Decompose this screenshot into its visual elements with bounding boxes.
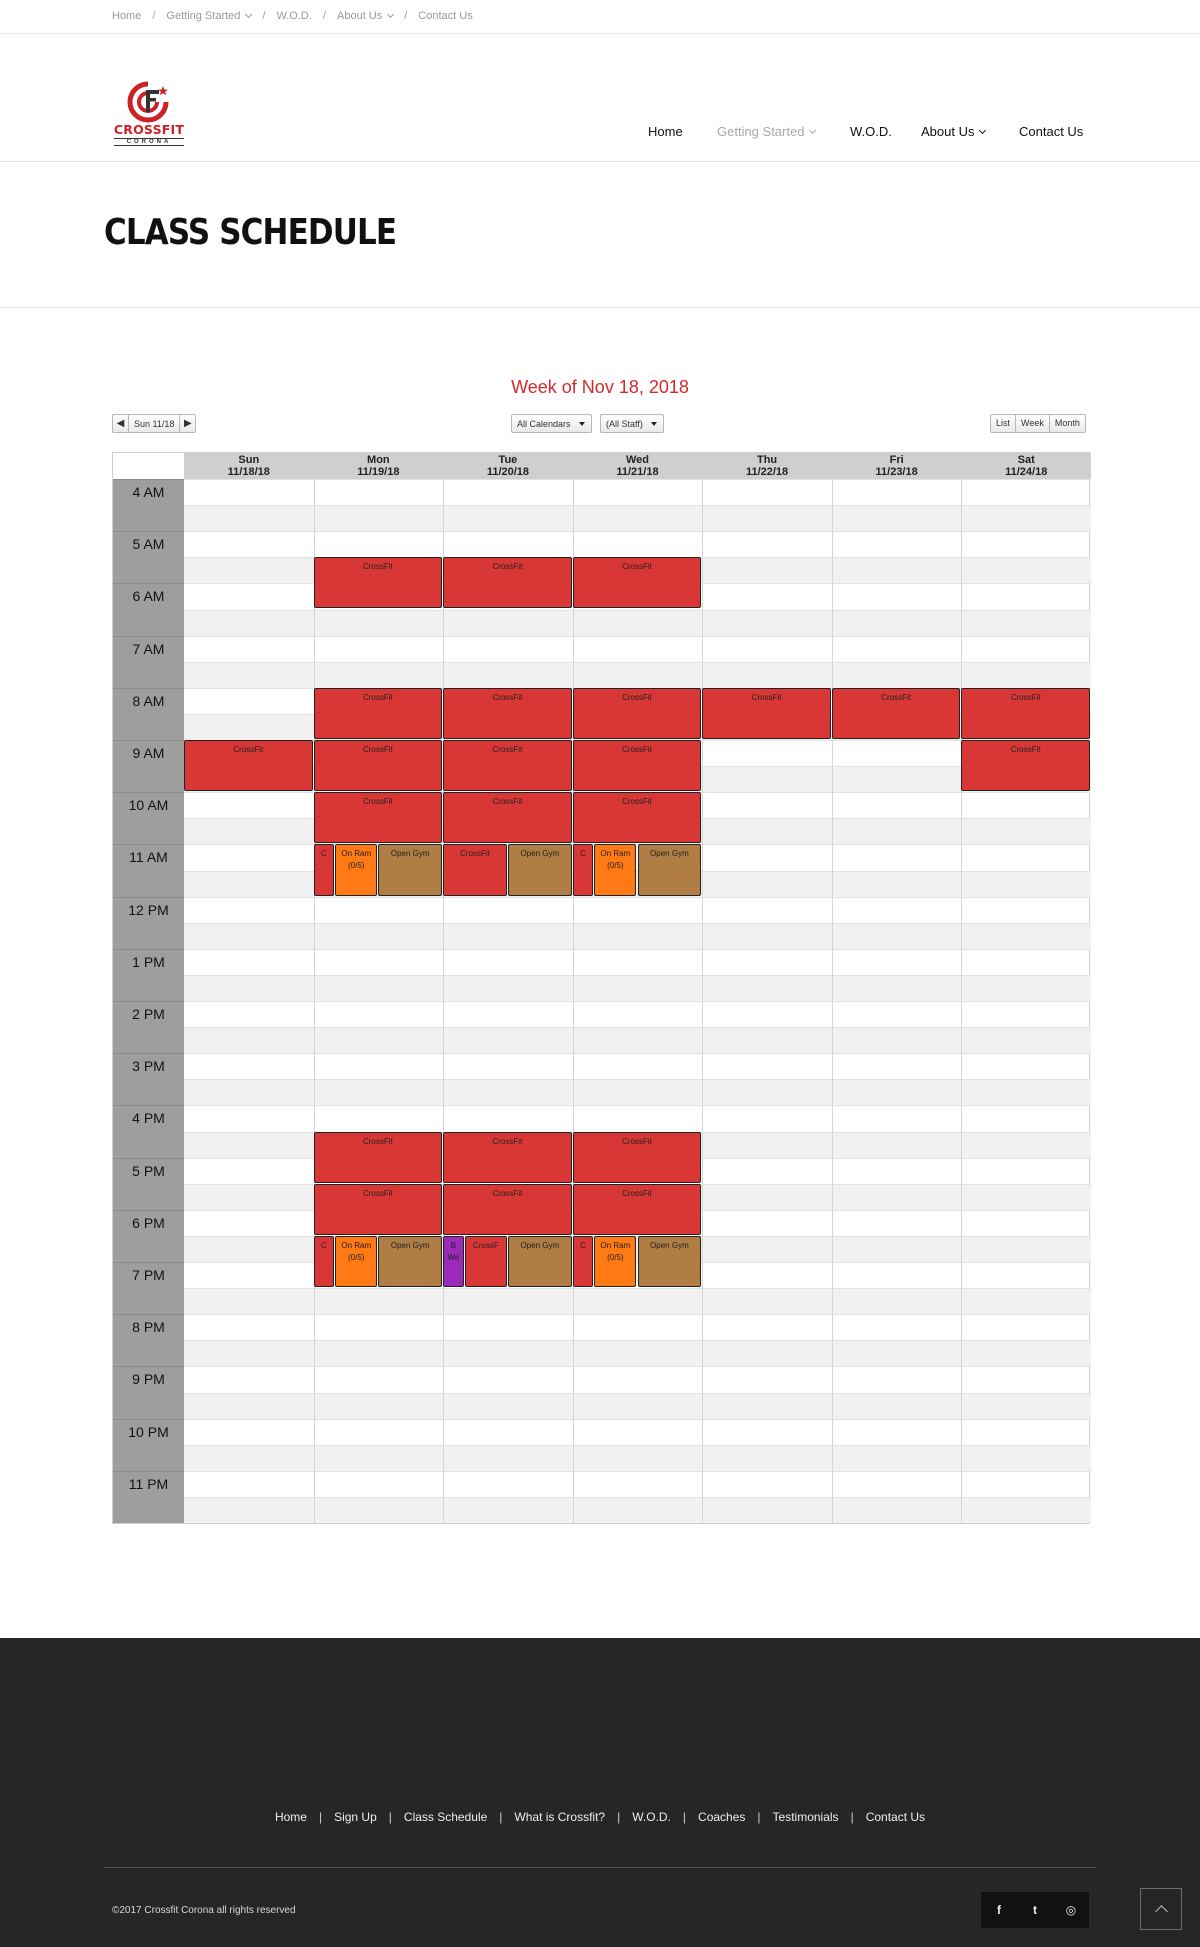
- twitter-glyph: t: [1033, 1903, 1037, 1917]
- breadcrumb-item[interactable]: [418, 10, 472, 22]
- time-slot[interactable]: [184, 923, 1091, 949]
- time-slot[interactable]: [184, 1471, 1091, 1497]
- gutter-divider: [113, 1158, 184, 1159]
- gutter-divider: [113, 897, 184, 898]
- breadcrumb-label: About Us: [336, 10, 383, 22]
- slot-divider: [184, 1445, 1091, 1446]
- chevron-down-icon: [979, 127, 986, 134]
- day-date: 11/22/18: [745, 466, 789, 478]
- nav-item-getting-started[interactable]: [717, 124, 815, 139]
- day-column-divider: [961, 479, 962, 1523]
- slot-divider: [184, 949, 1091, 950]
- slot-divider: [184, 479, 1091, 480]
- calendar-event[interactable]: [832, 688, 961, 739]
- view-month-button[interactable]: Month: [1054, 418, 1080, 428]
- chevron-down-icon: [809, 127, 816, 134]
- copyright-text: ©2017 Crossfit Corona all rights reserved: [112, 1905, 296, 1916]
- day-name: Mon: [367, 454, 390, 466]
- facebook-icon[interactable]: [981, 1892, 1017, 1928]
- calendar-event[interactable]: [573, 688, 702, 739]
- breadcrumb-separator: /: [152, 10, 156, 22]
- hour-label: 10 PM: [128, 1423, 169, 1440]
- calendar-event[interactable]: [961, 688, 1090, 739]
- hour-label: 10 AM: [128, 797, 169, 814]
- nav-item-label: About Us: [921, 124, 975, 139]
- calendar-event[interactable]: [443, 1184, 572, 1235]
- day-column-divider: [702, 479, 703, 1523]
- time-slot[interactable]: [184, 531, 1091, 557]
- hour-label: 11 PM: [128, 1475, 169, 1492]
- day-header-wed: [573, 453, 703, 479]
- event-title: CrossFit: [492, 797, 523, 807]
- site-header: [0, 34, 1200, 162]
- hour-label: 3 PM: [132, 1058, 165, 1075]
- nav-item-label: W.O.D.: [850, 124, 892, 139]
- hour-label: 9 AM: [132, 745, 165, 761]
- event-title: CrossFit: [881, 692, 912, 702]
- back-to-top-button[interactable]: [1140, 1888, 1182, 1930]
- day-column-divider: [314, 479, 315, 1523]
- footer-link-separator: |: [388, 1810, 392, 1824]
- day-name: Fri: [889, 454, 904, 466]
- slot-divider: [184, 636, 1091, 637]
- calendar-event[interactable]: [443, 792, 572, 843]
- calendar-event[interactable]: [378, 1236, 442, 1287]
- calendar-event[interactable]: [573, 1132, 702, 1183]
- event-title: C: [320, 1240, 327, 1250]
- event-title: CrossFit: [622, 1136, 652, 1146]
- event-title: On Ram: [600, 849, 631, 859]
- gutter-divider: [113, 636, 184, 637]
- hour-label: 4 PM: [132, 1110, 165, 1127]
- calendar-event[interactable]: [508, 1236, 572, 1287]
- time-slot[interactable]: [184, 505, 1091, 531]
- event-title: CrossFit: [362, 797, 393, 807]
- nav-item-w-o-d[interactable]: [850, 124, 892, 139]
- event-title: CrossFit: [622, 797, 652, 807]
- day-column-divider: [832, 479, 833, 1523]
- time-slot[interactable]: [184, 610, 1091, 636]
- slot-divider: [184, 1001, 1091, 1002]
- event-title: On Ram: [600, 1240, 631, 1250]
- calendar-event[interactable]: [378, 844, 442, 895]
- time-slot[interactable]: [184, 662, 1091, 688]
- day-date: 11/18/18: [227, 466, 270, 478]
- calendar-event[interactable]: [638, 844, 702, 895]
- time-slot[interactable]: [184, 1105, 1091, 1131]
- staff-select-value: (All Staff): [606, 418, 643, 429]
- event-title: CrossFit: [492, 1136, 523, 1146]
- event-title: Open Gym: [650, 1240, 689, 1250]
- time-slot[interactable]: [184, 1288, 1091, 1314]
- calendar-event[interactable]: [573, 1236, 594, 1287]
- day-header-sat: [961, 453, 1091, 479]
- instagram-icon[interactable]: [1053, 1892, 1089, 1928]
- calendar-event[interactable]: [961, 740, 1090, 791]
- breadcrumb-separator: /: [262, 10, 266, 22]
- calendar-event[interactable]: [335, 844, 377, 895]
- site-footer: [0, 1638, 1200, 1947]
- event-title: Open Gym: [390, 1240, 430, 1250]
- hour-label: 11 AM: [129, 849, 168, 866]
- event-title: CrossFit: [1010, 745, 1041, 754]
- event-title: On Ram: [341, 849, 372, 859]
- day-name: Sat: [1017, 454, 1035, 466]
- breadcrumb-item[interactable]: [337, 10, 393, 22]
- gutter-divider: [113, 1366, 184, 1367]
- calendar-event[interactable]: [594, 1236, 636, 1287]
- date-navigator: [112, 414, 196, 433]
- footer-divider: [104, 1867, 1096, 1868]
- hour-label: 12 PM: [128, 901, 169, 918]
- calendar-event[interactable]: [443, 844, 507, 895]
- hour-label: 8 AM: [132, 692, 165, 709]
- hour-label: 7 AM: [132, 640, 165, 657]
- slot-divider: [184, 531, 1091, 532]
- hour-label: 8 PM: [132, 1319, 165, 1336]
- slot-divider: [184, 610, 1091, 611]
- event-title: C: [320, 849, 327, 859]
- event-title: B: [450, 1240, 457, 1250]
- footer-link-separator: |: [318, 1810, 323, 1824]
- footer-link-separator: |: [499, 1810, 503, 1824]
- chevron-up-icon: [1155, 1905, 1168, 1918]
- gutter-divider: [113, 1419, 184, 1420]
- event-title: Open Gym: [520, 849, 560, 859]
- footer-link[interactable]: W.O.D.: [632, 1810, 671, 1824]
- top-breadcrumb-bar: [0, 0, 1200, 34]
- view-list-button[interactable]: List: [991, 415, 1016, 432]
- nav-item-label: Contact Us: [1019, 124, 1084, 139]
- calendar-event[interactable]: [335, 1236, 377, 1287]
- event-capacity: (0/5): [348, 1252, 365, 1262]
- footer-link-separator: |: [850, 1810, 854, 1824]
- week-title: Week of Nov 18, 2018: [511, 377, 689, 397]
- hour-label: 4 AM: [132, 484, 165, 500]
- calendar-event[interactable]: [443, 1236, 464, 1287]
- hour-label: 1 PM: [132, 953, 165, 970]
- event-title: CrossFit: [622, 745, 652, 754]
- gutter-divider: [113, 792, 184, 793]
- calendar-week-grid: [112, 452, 1090, 1524]
- calendar-event[interactable]: [314, 740, 443, 791]
- event-title: CrossFit: [362, 1188, 393, 1198]
- calendar-event[interactable]: [314, 1132, 443, 1183]
- event-title: CrossFit: [1010, 692, 1041, 702]
- time-slot[interactable]: [184, 1419, 1091, 1445]
- slot-divider: [184, 505, 1091, 506]
- slot-divider: [184, 1314, 1091, 1315]
- breadcrumb-item[interactable]: [276, 10, 311, 22]
- calendar-event[interactable]: [443, 557, 572, 608]
- day-column-divider: [443, 479, 444, 1523]
- calendar-event[interactable]: [314, 688, 443, 739]
- time-slot[interactable]: [184, 1027, 1091, 1053]
- day-date: 11/19/18: [357, 466, 400, 478]
- calendar-event[interactable]: [314, 844, 335, 895]
- chevron-right-icon: ▶: [184, 418, 192, 429]
- gutter-divider: [113, 1001, 184, 1002]
- gutter-divider: [113, 583, 184, 584]
- breadcrumb-separator: /: [404, 10, 408, 22]
- slot-divider: [184, 1079, 1091, 1080]
- gutter-divider: [113, 949, 184, 950]
- day-header-thu: [702, 453, 832, 479]
- footer-link[interactable]: Contact Us: [865, 1810, 926, 1824]
- slot-divider: [184, 1471, 1091, 1472]
- slot-divider: [184, 923, 1091, 924]
- gutter-divider: [113, 1053, 184, 1054]
- slot-divider: [184, 1288, 1091, 1289]
- gutter-divider: [113, 1471, 184, 1472]
- day-header-tue: [443, 453, 573, 479]
- slot-divider: [184, 1105, 1091, 1106]
- time-slot[interactable]: [184, 636, 1091, 662]
- nav-item-home[interactable]: [648, 124, 683, 139]
- calendar-event[interactable]: [573, 1184, 702, 1235]
- event-title: Open Gym: [520, 1240, 560, 1250]
- day-header-mon: [314, 453, 444, 479]
- day-header-sun: [184, 453, 314, 479]
- time-slot[interactable]: [184, 897, 1091, 923]
- event-capacity: We: [447, 1252, 460, 1262]
- slot-divider: [184, 662, 1091, 663]
- breadcrumb-label: Getting Started: [166, 10, 241, 22]
- event-capacity: (0/5): [607, 861, 624, 871]
- hour-label: 2 PM: [132, 1006, 165, 1022]
- footer-nav: [0, 1810, 1200, 1824]
- footer-link[interactable]: Home: [274, 1810, 307, 1824]
- event-title: CrossFit: [362, 1136, 393, 1146]
- slot-divider: [184, 1366, 1091, 1367]
- view-week-button[interactable]: Week: [1016, 415, 1050, 432]
- slot-divider: [184, 975, 1091, 976]
- event-title: CrossFit: [622, 562, 652, 572]
- calendar-body: [184, 479, 1091, 1523]
- event-title: CrossFit: [492, 692, 523, 702]
- day-column-divider: [573, 479, 574, 1523]
- hour-label: 9 PM: [132, 1371, 165, 1388]
- calendars-select[interactable]: [511, 414, 592, 433]
- time-slot[interactable]: [184, 949, 1091, 975]
- time-slot[interactable]: [184, 1497, 1091, 1523]
- calendar-event[interactable]: [184, 740, 313, 791]
- calendar-event[interactable]: [508, 844, 572, 895]
- twitter-icon[interactable]: [1017, 1892, 1053, 1928]
- breadcrumb-label: Contact Us: [418, 10, 473, 22]
- breadcrumb-item[interactable]: [166, 10, 251, 22]
- event-title: CrossFit: [362, 562, 393, 572]
- day-name: Sun: [238, 454, 260, 466]
- breadcrumb-label: Home: [112, 10, 142, 22]
- day-header-row: [113, 453, 1091, 479]
- logo-subtext: CORONA: [114, 138, 184, 146]
- breadcrumb-item[interactable]: [112, 10, 141, 22]
- slot-divider: [184, 1393, 1091, 1394]
- calendar-event[interactable]: [573, 792, 702, 843]
- event-title: C: [580, 849, 586, 859]
- slot-divider: [184, 1419, 1091, 1420]
- event-title: CrossFit: [362, 692, 393, 702]
- event-title: On Ram: [341, 1240, 372, 1250]
- calendars-select-value: All Calendars: [517, 418, 571, 429]
- view-switcher: [990, 414, 1086, 433]
- footer-link-separator: |: [757, 1810, 761, 1824]
- time-slot[interactable]: [184, 1366, 1091, 1392]
- dropdown-arrow-icon: [651, 422, 657, 426]
- gutter-divider: [113, 844, 184, 845]
- footer-link[interactable]: What is Crossfit?: [514, 1810, 606, 1824]
- slot-divider: [184, 1027, 1091, 1028]
- nav-item-label: Home: [648, 124, 683, 139]
- day-date: 11/23/18: [875, 466, 918, 478]
- calendar-event[interactable]: [443, 1132, 572, 1183]
- hour-label: 7 PM: [132, 1267, 165, 1283]
- day-date: 11/20/18: [486, 466, 530, 478]
- slot-divider: [184, 1340, 1091, 1341]
- calendar-event[interactable]: [702, 688, 831, 739]
- time-slot[interactable]: [184, 1001, 1091, 1027]
- gutter-divider: [113, 740, 184, 741]
- event-title: CrossFit: [492, 1188, 523, 1198]
- gutter-divider: [113, 1210, 184, 1211]
- hour-label: 5 AM: [132, 536, 165, 553]
- chevron-left-icon: ◀: [116, 418, 125, 429]
- page-title-band: [0, 162, 1200, 308]
- page-title: CLASS SCHEDULE: [104, 212, 397, 253]
- next-week-button[interactable]: [179, 415, 195, 432]
- event-title: Open Gym: [650, 849, 689, 859]
- gutter-divider: [113, 1105, 184, 1106]
- nav-item-about-us[interactable]: [921, 124, 985, 139]
- event-title: CrossFit: [492, 745, 523, 754]
- slot-divider: [184, 897, 1091, 898]
- slot-divider: [184, 1497, 1091, 1498]
- breadcrumb-label: W.O.D.: [276, 10, 312, 22]
- calendar-event[interactable]: [573, 740, 702, 791]
- calendar-event[interactable]: [314, 557, 443, 608]
- chevron-down-icon: [245, 11, 252, 18]
- calendar-event[interactable]: [443, 688, 572, 739]
- calendar-event[interactable]: [465, 1236, 507, 1287]
- time-slot[interactable]: [184, 1053, 1091, 1079]
- time-slot[interactable]: [184, 1314, 1091, 1340]
- time-gutter-header: [113, 453, 184, 479]
- calendar-event[interactable]: [594, 844, 636, 895]
- date-nav-label: Sun 11/18: [134, 418, 175, 429]
- time-slot[interactable]: [184, 975, 1091, 1001]
- time-slot[interactable]: [184, 1079, 1091, 1105]
- nav-item-label: Getting Started: [717, 124, 805, 139]
- time-slot[interactable]: [184, 479, 1091, 505]
- event-title: CrossFit: [362, 745, 393, 754]
- day-name: Tue: [498, 454, 518, 466]
- time-gutter: [113, 479, 184, 1523]
- logo-wordmark: CROSSFIT: [113, 122, 185, 137]
- gutter-divider: [113, 479, 184, 480]
- footer-link[interactable]: Class Schedule: [403, 1810, 488, 1824]
- gutter-divider: [113, 1262, 184, 1263]
- footer-link[interactable]: Sign Up: [334, 1810, 377, 1824]
- calendar-event[interactable]: [638, 1236, 702, 1287]
- calendar-event[interactable]: [314, 792, 443, 843]
- day-name: Thu: [756, 454, 778, 466]
- calendar-event[interactable]: [314, 1236, 335, 1287]
- event-capacity: (0/5): [607, 1252, 624, 1262]
- calendar-event[interactable]: [443, 740, 572, 791]
- footer-link[interactable]: Testimonials: [772, 1810, 839, 1824]
- prev-week-button[interactable]: [113, 415, 129, 432]
- time-slot[interactable]: [184, 1445, 1091, 1471]
- event-title: CrossF: [472, 1240, 499, 1250]
- hour-label: 6 AM: [132, 588, 165, 605]
- instagram-glyph: ◎: [1065, 1903, 1077, 1917]
- event-title: CrossFit: [492, 562, 523, 572]
- hour-label: 6 PM: [132, 1214, 165, 1231]
- nav-item-contact-us[interactable]: [1019, 124, 1083, 139]
- slot-divider: [184, 1053, 1091, 1054]
- site-logo[interactable]: [106, 80, 192, 152]
- footer-link-separator: |: [617, 1810, 621, 1824]
- calendar-event[interactable]: [573, 844, 594, 895]
- breadcrumb: [112, 10, 473, 22]
- dropdown-arrow-icon: [579, 422, 585, 426]
- day-name: Wed: [625, 454, 649, 466]
- time-slot[interactable]: [184, 1393, 1091, 1419]
- footer-link[interactable]: Coaches: [698, 1810, 746, 1824]
- calendar-event[interactable]: [314, 1184, 443, 1235]
- crossfit-logo-icon: [126, 80, 170, 124]
- event-title: CrossFit: [460, 849, 490, 859]
- day-date: 11/24/18: [1005, 466, 1048, 478]
- facebook-glyph: f: [997, 1903, 1001, 1917]
- event-title: CrossFit: [751, 692, 782, 702]
- day-header-fri: [832, 453, 962, 479]
- breadcrumb-separator: /: [322, 10, 326, 22]
- day-date: 11/21/18: [616, 466, 659, 478]
- staff-select[interactable]: [600, 414, 664, 433]
- event-title: Open Gym: [390, 849, 430, 859]
- gutter-divider: [113, 1314, 184, 1315]
- event-title: CrossFit: [622, 692, 652, 702]
- chevron-down-icon: [387, 11, 394, 18]
- event-capacity: (0/5): [348, 861, 365, 871]
- calendar-event[interactable]: [573, 557, 702, 608]
- gutter-divider: [113, 688, 184, 689]
- gutter-divider: [113, 531, 184, 532]
- event-title: C: [580, 1240, 586, 1250]
- footer-link-separator: |: [682, 1810, 687, 1824]
- event-title: CrossFit: [622, 1188, 652, 1198]
- event-title: CrossFit: [233, 745, 264, 754]
- time-slot[interactable]: [184, 1340, 1091, 1366]
- hour-label: 5 PM: [132, 1162, 165, 1179]
